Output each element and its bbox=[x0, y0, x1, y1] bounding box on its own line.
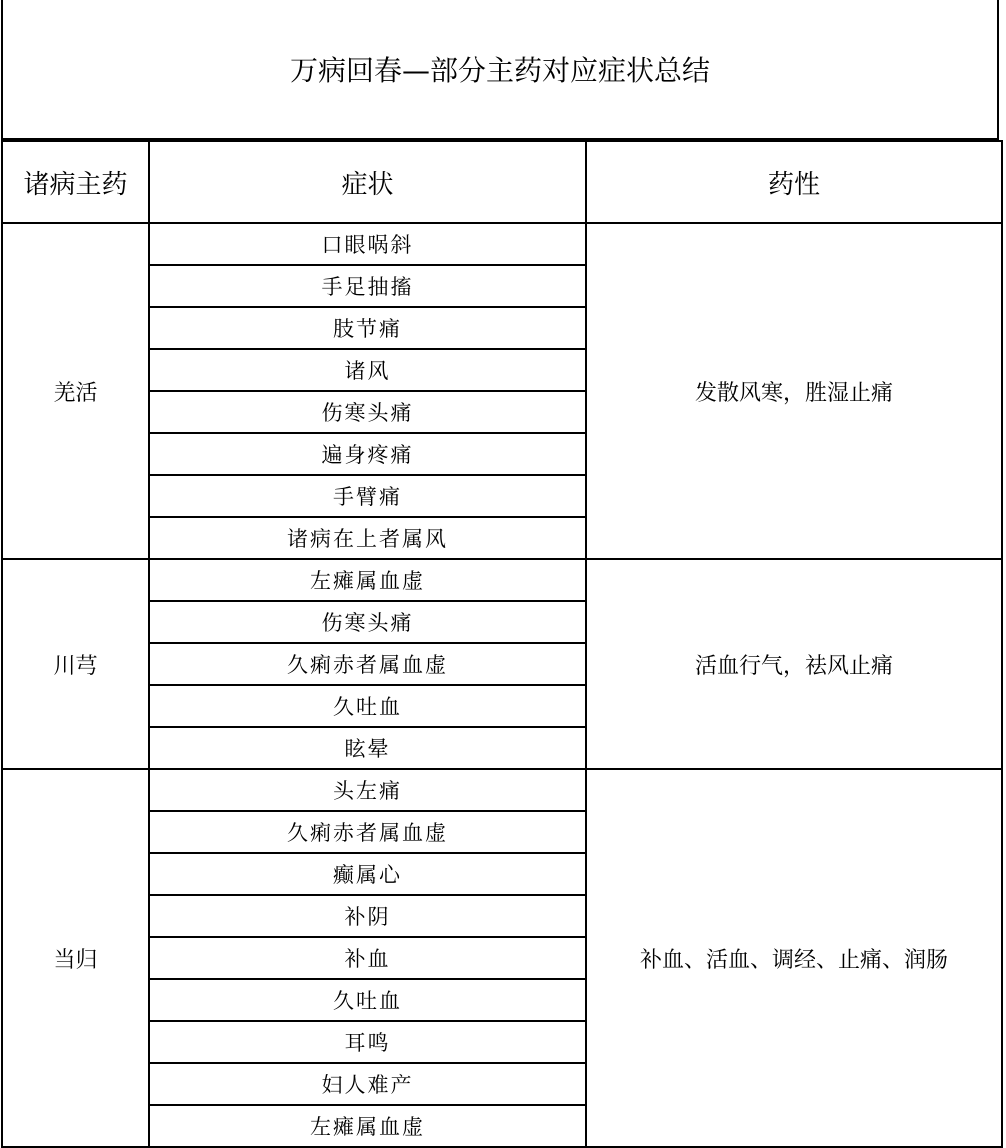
symptom-cell: 头左痛 bbox=[149, 769, 586, 811]
symptom-cell: 久痢赤者属血虚 bbox=[149, 643, 586, 685]
symptom-cell: 伤寒头痛 bbox=[149, 391, 586, 433]
header-property: 药性 bbox=[586, 141, 1002, 223]
header-herb: 诸病主药 bbox=[2, 141, 149, 223]
herb-cell: 当归 bbox=[2, 769, 149, 1147]
property-cell: 补血、活血、调经、止痛、润肠 bbox=[586, 769, 1002, 1147]
symptom-cell: 左瘫属血虚 bbox=[149, 559, 586, 601]
symptom-cell: 耳鸣 bbox=[149, 1021, 586, 1063]
symptom-cell: 遍身疼痛 bbox=[149, 433, 586, 475]
symptom-cell: 眩晕 bbox=[149, 727, 586, 769]
symptom-cell: 手臂痛 bbox=[149, 475, 586, 517]
symptom-cell: 诸风 bbox=[149, 349, 586, 391]
symptom-cell: 左瘫属血虚 bbox=[149, 1105, 586, 1147]
header-row bbox=[2, 141, 1002, 223]
symptom-cell: 妇人难产 bbox=[149, 1063, 586, 1105]
symptom-cell: 补血 bbox=[149, 937, 586, 979]
symptom-cell: 久吐血 bbox=[149, 685, 586, 727]
table-row bbox=[2, 769, 1002, 811]
symptom-cell: 久痢赤者属血虚 bbox=[149, 811, 586, 853]
symptom-cell: 久吐血 bbox=[149, 979, 586, 1021]
herb-cell: 羌活 bbox=[2, 223, 149, 559]
symptom-cell: 肢节痛 bbox=[149, 307, 586, 349]
symptom-cell: 补阴 bbox=[149, 895, 586, 937]
symptom-cell: 癫属心 bbox=[149, 853, 586, 895]
property-cell: 活血行气，祛风止痛 bbox=[586, 559, 1002, 769]
herb-symptom-table bbox=[1, 140, 1003, 1148]
header-symptom: 症状 bbox=[149, 141, 586, 223]
symptom-cell: 口眼㖞斜 bbox=[149, 223, 586, 265]
herb-cell: 川芎 bbox=[2, 559, 149, 769]
table-row bbox=[2, 223, 1002, 265]
symptom-cell: 诸病在上者属风 bbox=[149, 517, 586, 559]
table-row bbox=[2, 559, 1002, 601]
property-cell: 发散风寒，胜湿止痛 bbox=[586, 223, 1002, 559]
symptom-cell: 伤寒头痛 bbox=[149, 601, 586, 643]
document-title: 万病回春—部分主药对应症状总结 bbox=[1, 0, 999, 140]
symptom-cell: 手足抽搐 bbox=[149, 265, 586, 307]
